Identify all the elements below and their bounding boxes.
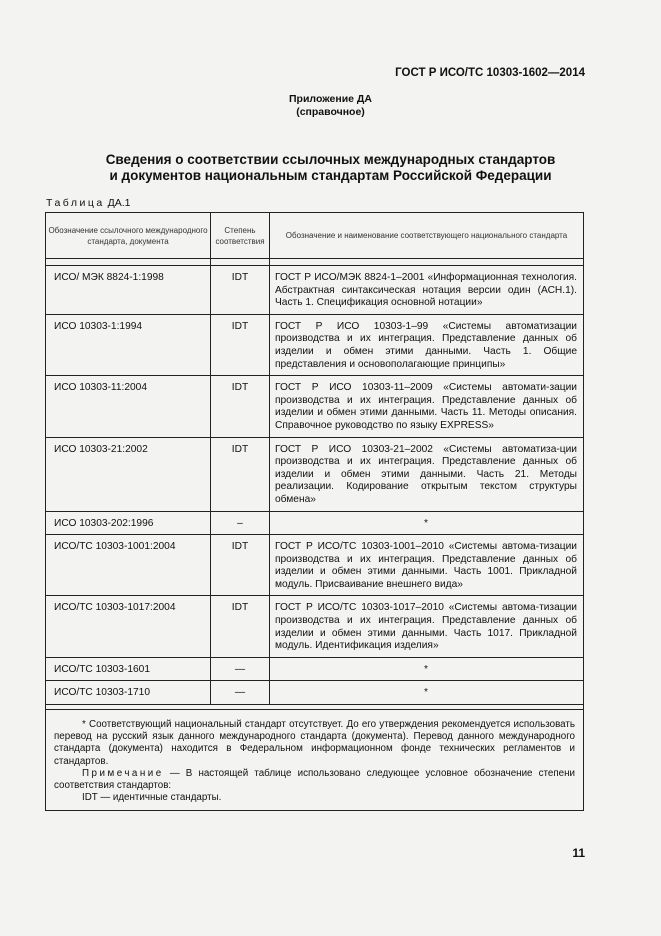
row-degree: –	[211, 511, 270, 535]
row-degree: —	[211, 681, 270, 705]
table-row	[46, 657, 584, 681]
row-reference: ИСО/ТС 10303-1710	[46, 681, 211, 705]
table-label-word: Таблица	[46, 197, 105, 209]
row-degree: IDT	[211, 314, 270, 375]
row-reference: ИСО 10303-11:2004	[46, 376, 211, 437]
header-degree: Степень соответствия	[211, 213, 270, 259]
row-degree: IDT	[211, 266, 270, 315]
document-code: ГОСТ Р ИСО/ТС 10303-1602—2014	[395, 67, 585, 79]
row-degree: IDT	[211, 535, 270, 596]
row-reference: ИСО 10303-21:2002	[46, 437, 211, 511]
table-label-id: ДА.1	[107, 197, 131, 209]
appendix-heading	[0, 93, 661, 119]
header-national: Обозначение и наименование соответствующего национального стандарта	[270, 213, 584, 259]
table-row	[46, 314, 584, 375]
table-row	[46, 437, 584, 511]
row-reference: ИСО 10303-202:1996	[46, 511, 211, 535]
note-label: Примечание	[82, 767, 164, 779]
page-title	[40, 152, 621, 184]
footnote-text: * Соответствующий национальный стандарт отсутствует. До его утверждения рекомендуется использовать перевод на русский язык данного международного стандарта (документа). Перевод данного международного стандарта (документа) находится в Федеральном информационном фонде технических регламентов и стандартов.	[54, 719, 575, 767]
row-national: *	[270, 681, 584, 705]
row-reference: ИСО/ТС 10303-1001:2004	[46, 535, 211, 596]
row-reference: ИСО/ МЭК 8824-1:1998	[46, 266, 211, 315]
title-line-2: и документов национальным стандартам Российской Федерации	[109, 168, 552, 183]
row-national: *	[270, 511, 584, 535]
note-paragraph	[54, 768, 575, 792]
correspondence-table	[45, 212, 584, 811]
row-national: ГОСТ Р ИСО/МЭК 8824-1–2001 «Информационная технология. Абстрактная синтаксическая нотация версии один (АСН.1). Часть 1. Спецификация основной нотации»	[270, 266, 584, 315]
row-degree: IDT	[211, 376, 270, 437]
table-row	[46, 681, 584, 705]
row-national: ГОСТ Р ИСО 10303-1–99 «Системы автоматизации производства и их интеграция. Представление данных об изделии и обмен этими данными. Часть 1. Общие представления и основополагающие принципы»	[270, 314, 584, 375]
table-row	[46, 266, 584, 315]
table-row	[46, 535, 584, 596]
note-item: IDT — идентичные стандарты.	[82, 792, 222, 804]
row-degree: —	[211, 657, 270, 681]
appendix-title: Приложение ДА	[289, 93, 372, 105]
note-text: — В настоящей таблице использовано следующее условное обозначение степени соответствия стандартов:	[54, 767, 575, 792]
appendix-subtitle: (справочное)	[296, 106, 365, 118]
table-header-row	[46, 213, 584, 259]
row-reference: ИСО/ТС 10303-1017:2004	[46, 596, 211, 657]
table-label	[46, 197, 130, 209]
header-spacer-row	[46, 259, 584, 266]
table-row	[46, 596, 584, 657]
row-degree: IDT	[211, 437, 270, 511]
table-row	[46, 511, 584, 535]
table-footer-row	[46, 710, 584, 811]
row-degree: IDT	[211, 596, 270, 657]
row-reference: ИСО/ТС 10303-1601	[46, 657, 211, 681]
row-national: ГОСТ Р ИСО/ТС 10303-1001–2010 «Системы автома-тизации производства и их интеграция. Представление данных об изделии и обмен этими данными. Часть 1001. Прикладной модуль. Присваивание внешнего вида»	[270, 535, 584, 596]
row-national: ГОСТ Р ИСО 10303-11–2009 «Системы автомати-зации производства и их интеграция. Представление данных об изделии и обмен этими данными. Часть 11. Методы описания. Справочное руководство по языку EXPRESS»	[270, 376, 584, 437]
table-row	[46, 376, 584, 437]
table-footnote-cell	[46, 710, 584, 811]
title-line-1: Сведения о соответствии ссылочных международных стандартов	[105, 152, 556, 167]
header-reference: Обозначение ссылочного международного стандарта, документа	[46, 213, 211, 259]
row-national: ГОСТ Р ИСО 10303-21–2002 «Системы автоматиза-ции производства и их интеграция. Представление данных об изделии и обмен этими данными. Часть 21. Методы реализации. Кодирование открытым текстом структуры обмена»	[270, 437, 584, 511]
row-national: *	[270, 657, 584, 681]
row-national: ГОСТ Р ИСО/ТС 10303-1017–2010 «Системы автома-тизации производства и их интеграция. Представление данных об изделии и обмен этими данными. Часть 1017. Прикладной модуль. Идентификация изделия»	[270, 596, 584, 657]
row-reference: ИСО 10303-1:1994	[46, 314, 211, 375]
page-number: 11	[572, 846, 585, 860]
